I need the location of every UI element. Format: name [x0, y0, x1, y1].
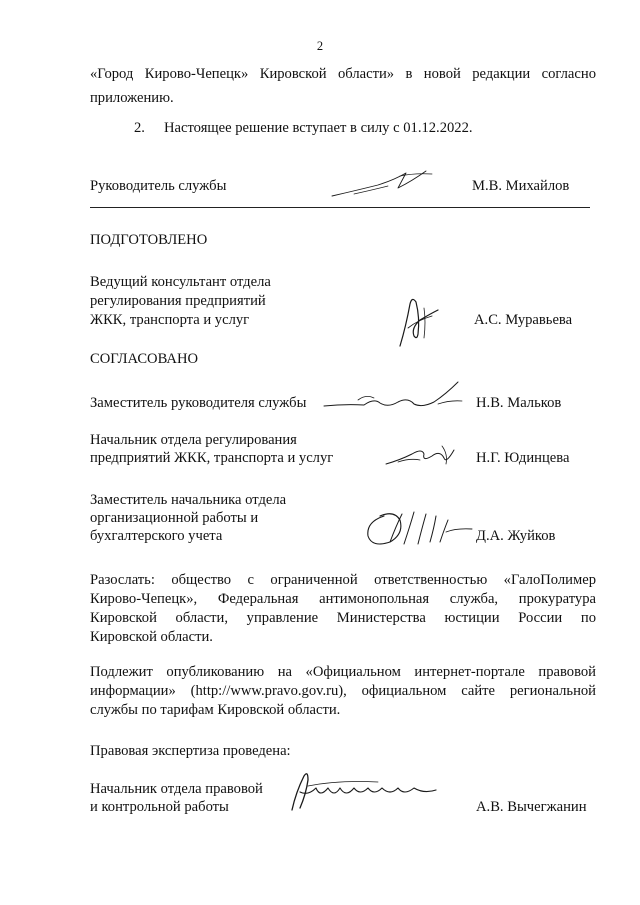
distribution-line: Кировской области.	[90, 629, 213, 645]
prepared-heading: ПОДГОТОВЛЕНО	[90, 232, 208, 248]
approver-1-signature	[318, 378, 468, 412]
approver-position-line: организационной работы и	[90, 510, 259, 526]
head-title: Руководитель службы	[90, 178, 227, 194]
approver-position-line: Заместитель руководителя службы	[90, 395, 307, 411]
legal-position-line: и контрольной работы	[90, 799, 229, 815]
approver-name: Н.Г. Юдинцева	[476, 450, 570, 466]
intro-line-2: приложению.	[90, 90, 174, 106]
distribution-line: Разослать: общество с ограниченной ответственностью «ГалоПолимер	[90, 572, 596, 588]
prepared-name: А.С. Муравьева	[474, 312, 573, 328]
approved-heading: СОГЛАСОВАНО	[90, 351, 199, 367]
prepared-signature	[386, 290, 446, 350]
publication-line: Подлежит опубликованию на «Официальном интернет-портале правовой	[90, 664, 596, 680]
approver-position-line: бухгалтерского учета	[90, 528, 223, 544]
legal-name: А.В. Вычегжанин	[476, 799, 587, 815]
head-name: М.В. Михайлов	[472, 178, 570, 194]
approver-name: Н.В. Мальков	[476, 395, 562, 411]
approver-2-signature	[382, 438, 462, 470]
publication-line: информации» (http://www.pravo.gov.ru), официальном сайте региональной	[90, 683, 596, 699]
approver-position-line: Начальник отдела регулирования	[90, 432, 297, 448]
item-2-number: 2.	[134, 120, 145, 136]
distribution-line: Кирово-Чепецк», Федеральная антимонопольная служба, прокуратура	[90, 591, 596, 607]
legal-review-statement: Правовая экспертиза проведена:	[90, 743, 291, 759]
approver-name: Д.А. Жуйков	[476, 528, 556, 544]
approver-3-signature	[360, 502, 480, 552]
legal-signature	[278, 766, 448, 816]
prepared-position-line: ЖКК, транспорта и услуг	[90, 312, 250, 328]
approver-position-line: Заместитель начальника отдела	[90, 492, 287, 508]
legal-position-line: Начальник отдела правовой	[90, 781, 263, 797]
approver-position-line: предприятий ЖКК, транспорта и услуг	[90, 450, 334, 466]
item-2-text: Настоящее решение вступает в силу с 01.12.2022.	[164, 120, 473, 136]
page-number: 2	[316, 39, 324, 53]
head-divider	[90, 207, 590, 208]
prepared-position-line: Ведущий консультант отдела	[90, 274, 271, 290]
prepared-position-line: регулирования предприятий	[90, 293, 266, 309]
publication-line: службы по тарифам Кировской области.	[90, 702, 341, 718]
intro-line-1: «Город Кирово-Чепецк» Кировской области» в новой редакции согласно	[90, 66, 596, 82]
head-signature	[328, 164, 438, 204]
distribution-line: Кировской области, управление Министерства юстиции России по	[90, 610, 596, 626]
